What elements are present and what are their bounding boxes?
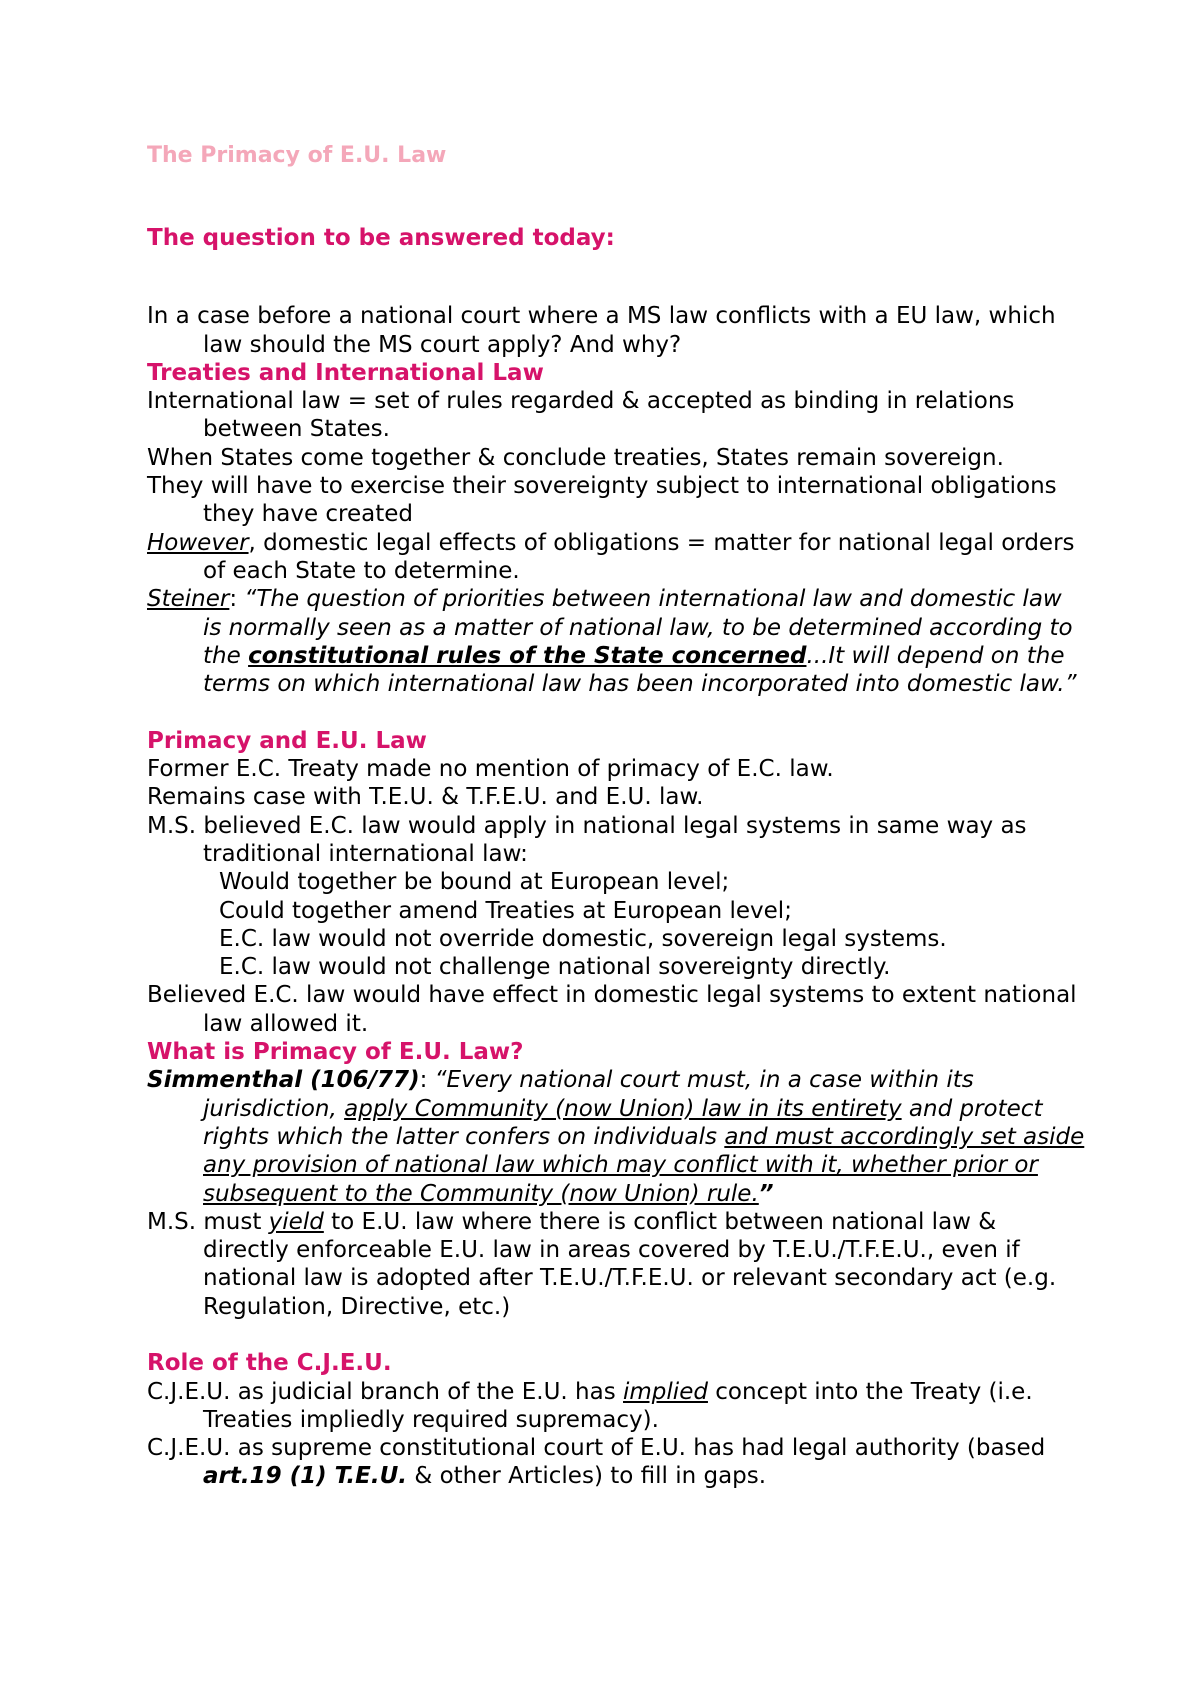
role-p1c: concept into the Treaty (i.e. Treaties impliedly required supremacy). (203, 1378, 1033, 1433)
treaties-p1: International law = set of rules regarded & accepted as binding in relations between States. (147, 388, 1015, 443)
simmenthal-q5: ” (758, 1180, 774, 1207)
steiner-quote-part1: “The question of priorities between international law and domestic law is normally seen as a matter of national law, to be determined according to the (203, 586, 1073, 669)
simmenthal-q3: and protect rights which the latter confers on individuals (203, 1095, 1043, 1150)
role-p1a: C.J.E.U. as judicial branch of the E.U. has (147, 1378, 624, 1405)
what-is-heading: What is Primacy of E.U. Law? (147, 1039, 524, 1066)
primacy-item: Could together amend Treaties at European level; (219, 897, 792, 924)
steiner-quote (147, 585, 1087, 698)
treaties-p4 (147, 529, 1087, 586)
steiner-quote-part3: ...It will depend on the terms on which international law has been incorporated into domestic law.” (203, 642, 1077, 698)
simmenthal-colon: : (419, 1067, 435, 1094)
question-heading: The question to be answered today: (147, 225, 615, 251)
treaties-p3: They will have to exercise their sovereignty subject to international obligations they have created (147, 473, 1057, 528)
primacy-item: E.C. law would not override domestic, sovereign legal systems. (219, 925, 947, 952)
simmenthal-q4: and must accordingly set aside any provision of national law which may conflict with it, whether prior or subsequent to the Community (now Union) rule. (203, 1123, 1085, 1207)
primacy-p4: Believed E.C. law would have effect in domestic legal systems to extent national law allowed it. (147, 982, 1077, 1037)
primacy-item: E.C. law would not challenge national sovereignty directly. (219, 954, 891, 981)
ms-must-yield (147, 1208, 1087, 1321)
ms-c: to E.U. law where there is conflict between national law & directly enforceable E.U. law in areas covered by T.E.U./T.F.E.U., even if national law is adopted after T.E.U./T.F.E.U. or relevant secondary act (e.g. Regulation, Directive, etc.) (203, 1208, 1057, 1320)
yield-word: yield (268, 1208, 324, 1235)
simmenthal-q2: apply Community (now Union) law in its entirety (344, 1095, 902, 1122)
role-p2 (147, 1434, 1087, 1491)
question-text: In a case before a national court where a MS law conflicts with a EU law, which law should the MS court apply? And why? (147, 303, 1056, 358)
document-title: The Primacy of E.U. Law (147, 143, 447, 168)
primacy-item: Would together be bound at European level; (219, 869, 730, 896)
role-heading: Role of the C.J.E.U. (147, 1350, 392, 1377)
primacy-heading: Primacy and E.U. Law (147, 727, 427, 754)
steiner-quote-emphasis: constitutional rules of the State concerned (248, 642, 807, 669)
treaties-p2: When States come together & conclude treaties, States remain sovereign. (147, 444, 1004, 471)
article-ref: art.19 (1) T.E.U. (203, 1463, 408, 1490)
steiner-name: Steiner (147, 586, 230, 613)
ms-a: M.S. must (147, 1208, 269, 1235)
primacy-p2: Remains case with T.E.U. & T.F.E.U. and E.U. law. (147, 784, 704, 811)
steiner-colon: : (229, 586, 245, 613)
role-p1 (147, 1378, 1087, 1435)
treaties-p4-rest: , domestic legal effects of obligations = matter for national legal orders of each State to determine. (203, 529, 1075, 584)
treaties-heading: Treaties and International Law (147, 359, 544, 386)
simmenthal-q1: “Every national court must, in a case within its jurisdiction, (203, 1067, 974, 1122)
role-p2c: & other Articles) to fill in gaps. (407, 1463, 767, 1490)
role-p2a: C.J.E.U. as supreme constitutional court of E.U. has had legal authority (based (147, 1435, 1046, 1462)
implied-word: implied (623, 1378, 708, 1405)
primacy-p1: Former E.C. Treaty made no mention of primacy of E.C. law. (147, 756, 834, 783)
document-body (147, 142, 1087, 1491)
simmenthal-case-name: Simmenthal (106/77) (147, 1067, 420, 1094)
however-word: However (147, 529, 249, 556)
simmenthal-quote (147, 1066, 1087, 1207)
primacy-p3: M.S. believed E.C. law would apply in national legal systems in same way as traditional international law: (147, 812, 1027, 867)
